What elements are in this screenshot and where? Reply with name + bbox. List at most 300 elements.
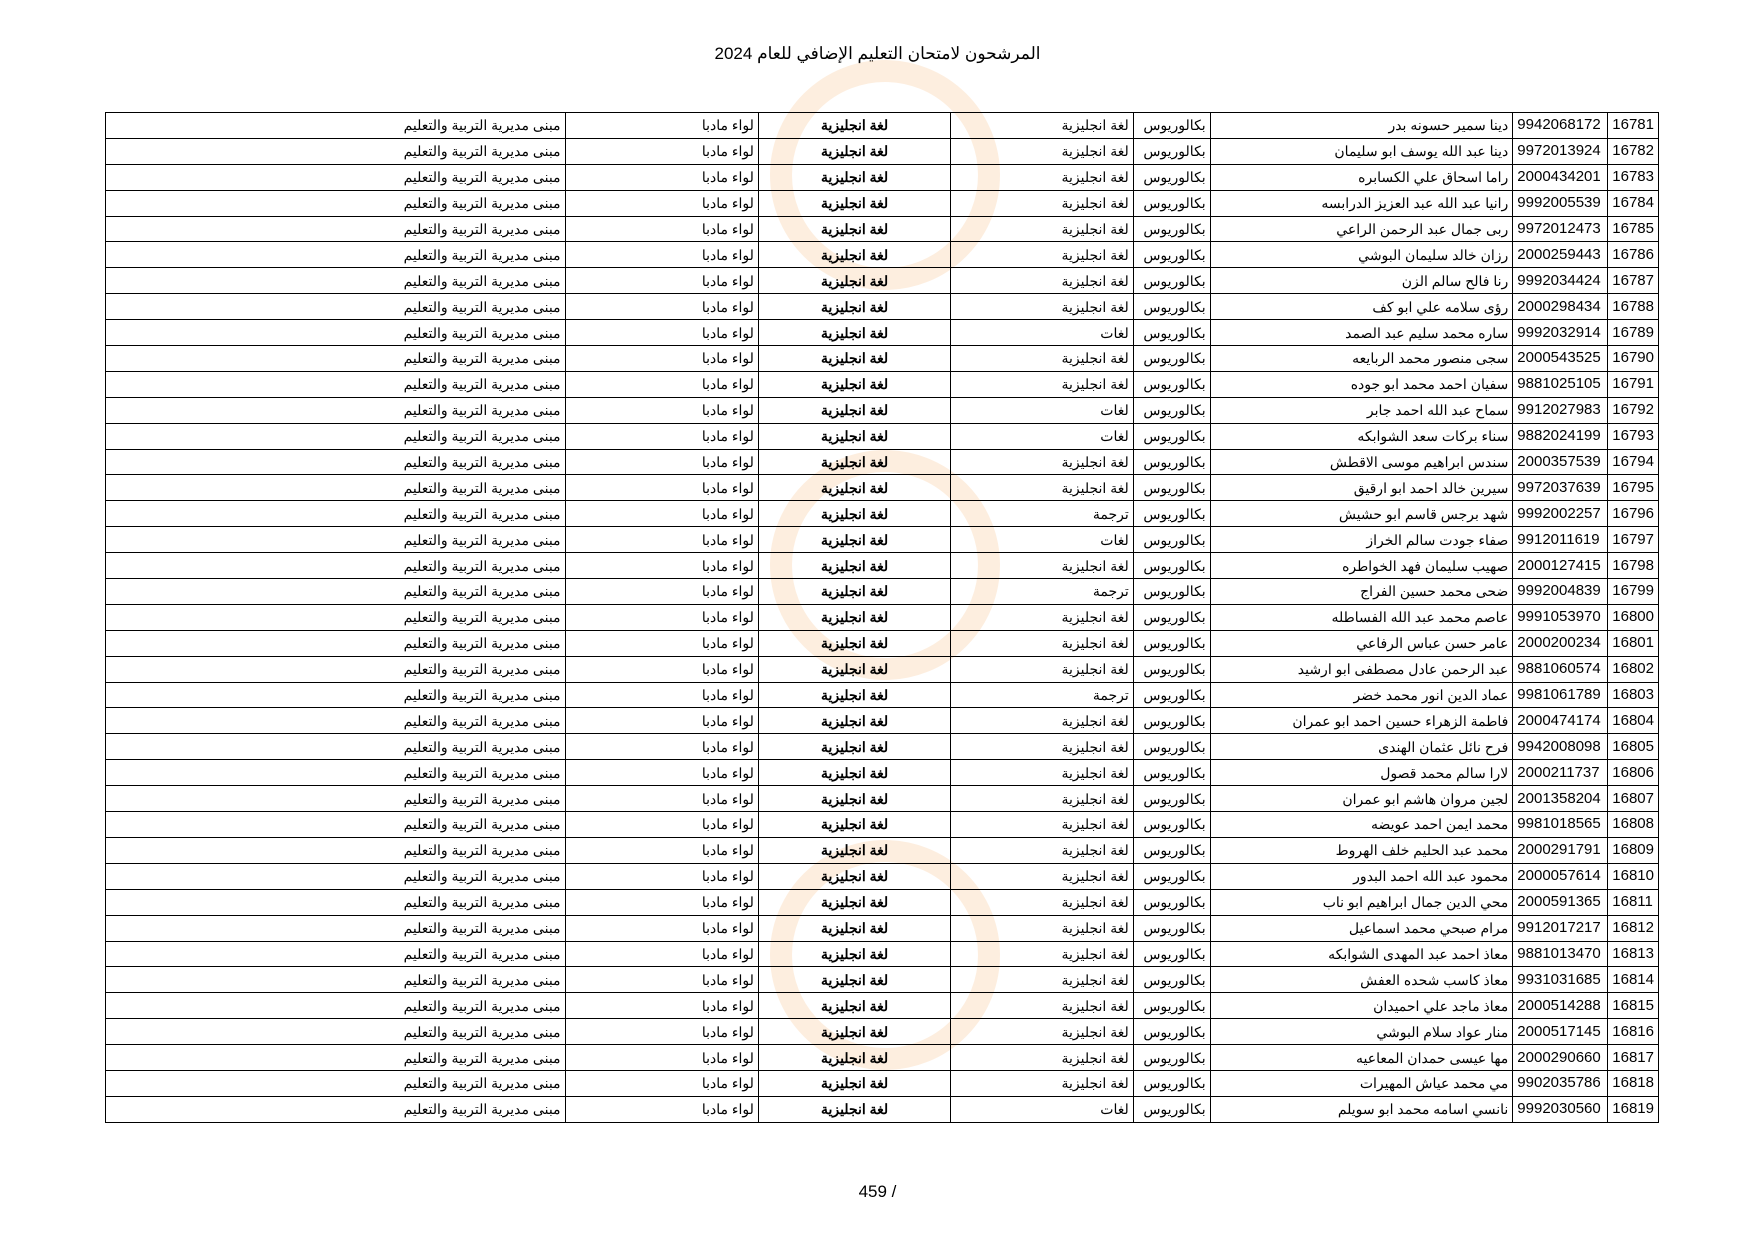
specialization-cell: ترجمة (951, 579, 1133, 605)
subject-cell: لغة انجليزية (758, 397, 950, 423)
subject-cell: لغة انجليزية (758, 941, 950, 967)
specialization-cell: لغة انجليزية (951, 449, 1133, 475)
directorate-cell: لواء مادبا (565, 682, 758, 708)
exam-center-cell: مبنى مديرية التربية والتعليم (106, 682, 566, 708)
table-row (106, 449, 1659, 475)
subject-cell: لغة انجليزية (758, 371, 950, 397)
specialization-cell: لغة انجليزية (951, 915, 1133, 941)
directorate-cell: لواء مادبا (565, 967, 758, 993)
exam-center-cell: مبنى مديرية التربية والتعليم (106, 449, 566, 475)
exam-center-cell: مبنى مديرية التربية والتعليم (106, 1070, 566, 1096)
national-id-cell: 9942068172 (1513, 113, 1608, 139)
name-cell: سيرين خالد احمد ابو ارقيق (1210, 475, 1513, 501)
specialization-cell: لغة انجليزية (951, 113, 1133, 139)
subject-cell: لغة انجليزية (758, 967, 950, 993)
exam-center-cell: مبنى مديرية التربية والتعليم (106, 630, 566, 656)
subject-cell: لغة انجليزية (758, 164, 950, 190)
degree-cell: بكالوريوس (1133, 423, 1210, 449)
exam-center-cell: مبنى مديرية التربية والتعليم (106, 889, 566, 915)
name-cell: معاذ احمد عبد المهدى الشوابكه (1210, 941, 1513, 967)
directorate-cell: لواء مادبا (565, 1045, 758, 1071)
table-row (106, 889, 1659, 915)
directorate-cell: لواء مادبا (565, 760, 758, 786)
exam-center-cell: مبنى مديرية التربية والتعليم (106, 346, 566, 372)
specialization-cell: لغة انجليزية (951, 656, 1133, 682)
seq-cell: 16789 (1608, 320, 1659, 346)
degree-cell: بكالوريوس (1133, 501, 1210, 527)
seq-cell: 16786 (1608, 242, 1659, 268)
specialization-cell: لغة انجليزية (951, 760, 1133, 786)
directorate-cell: لواء مادبا (565, 397, 758, 423)
directorate-cell: لواء مادبا (565, 889, 758, 915)
subject-cell: لغة انجليزية (758, 1019, 950, 1045)
seq-cell: 16818 (1608, 1070, 1659, 1096)
name-cell: عبد الرحمن عادل مصطفى ابو ارشيد (1210, 656, 1513, 682)
table-row (106, 579, 1659, 605)
exam-center-cell: مبنى مديرية التربية والتعليم (106, 941, 566, 967)
directorate-cell: لواء مادبا (565, 993, 758, 1019)
specialization-cell: لغة انجليزية (951, 630, 1133, 656)
table-row (106, 1045, 1659, 1071)
national-id-cell: 9882024199 (1513, 423, 1608, 449)
subject-cell: لغة انجليزية (758, 216, 950, 242)
candidates-table (105, 112, 1659, 1123)
degree-cell: بكالوريوس (1133, 812, 1210, 838)
degree-cell: بكالوريوس (1133, 1045, 1210, 1071)
exam-center-cell: مبنى مديرية التربية والتعليم (106, 656, 566, 682)
table-row (106, 630, 1659, 656)
seq-cell: 16790 (1608, 346, 1659, 372)
name-cell: عامر حسن عباس الرفاعي (1210, 630, 1513, 656)
specialization-cell: ترجمة (951, 501, 1133, 527)
seq-cell: 16783 (1608, 164, 1659, 190)
specialization-cell: لغة انجليزية (951, 138, 1133, 164)
directorate-cell: لواء مادبا (565, 786, 758, 812)
page-number: 459 / (858, 1182, 897, 1201)
degree-cell: بكالوريوس (1133, 449, 1210, 475)
seq-cell: 16794 (1608, 449, 1659, 475)
national-id-cell: 9881025105 (1513, 371, 1608, 397)
degree-cell: بكالوريوس (1133, 1096, 1210, 1122)
exam-center-cell: مبنى مديرية التربية والتعليم (106, 734, 566, 760)
exam-center-cell: مبنى مديرية التربية والتعليم (106, 423, 566, 449)
seq-cell: 16788 (1608, 294, 1659, 320)
seq-cell: 16782 (1608, 138, 1659, 164)
name-cell: صفاء جودت سالم الخراز (1210, 527, 1513, 553)
specialization-cell: لغة انجليزية (951, 604, 1133, 630)
seq-cell: 16817 (1608, 1045, 1659, 1071)
directorate-cell: لواء مادبا (565, 734, 758, 760)
exam-center-cell: مبنى مديرية التربية والتعليم (106, 1045, 566, 1071)
specialization-cell: لغات (951, 1096, 1133, 1122)
degree-cell: بكالوريوس (1133, 630, 1210, 656)
exam-center-cell: مبنى مديرية التربية والتعليم (106, 113, 566, 139)
exam-center-cell: مبنى مديرية التربية والتعليم (106, 164, 566, 190)
specialization-cell: لغة انجليزية (951, 294, 1133, 320)
national-id-cell: 9992004839 (1513, 579, 1608, 605)
exam-center-cell: مبنى مديرية التربية والتعليم (106, 812, 566, 838)
exam-center-cell: مبنى مديرية التربية والتعليم (106, 190, 566, 216)
seq-cell: 16798 (1608, 553, 1659, 579)
national-id-cell: 9912017217 (1513, 915, 1608, 941)
seq-cell: 16810 (1608, 863, 1659, 889)
national-id-cell: 2000057614 (1513, 863, 1608, 889)
table-row (106, 501, 1659, 527)
exam-center-cell: مبنى مديرية التربية والتعليم (106, 216, 566, 242)
national-id-cell: 9981018565 (1513, 812, 1608, 838)
national-id-cell: 2000200234 (1513, 630, 1608, 656)
exam-center-cell: مبنى مديرية التربية والتعليم (106, 863, 566, 889)
name-cell: لجين مروان هاشم ابو عمران (1210, 786, 1513, 812)
seq-cell: 16819 (1608, 1096, 1659, 1122)
directorate-cell: لواء مادبا (565, 346, 758, 372)
seq-cell: 16796 (1608, 501, 1659, 527)
seq-cell: 16805 (1608, 734, 1659, 760)
specialization-cell: لغة انجليزية (951, 475, 1133, 501)
subject-cell: لغة انجليزية (758, 1070, 950, 1096)
specialization-cell: لغات (951, 527, 1133, 553)
exam-center-cell: مبنى مديرية التربية والتعليم (106, 501, 566, 527)
national-id-cell: 2000514288 (1513, 993, 1608, 1019)
name-cell: مها عيسى حمدان المعاعيه (1210, 1045, 1513, 1071)
directorate-cell: لواء مادبا (565, 216, 758, 242)
name-cell: سماح عبد الله احمد جابر (1210, 397, 1513, 423)
national-id-cell: 9972012473 (1513, 216, 1608, 242)
table-row (106, 863, 1659, 889)
national-id-cell: 2000291791 (1513, 837, 1608, 863)
degree-cell: بكالوريوس (1133, 604, 1210, 630)
specialization-cell: لغة انجليزية (951, 1045, 1133, 1071)
exam-center-cell: مبنى مديرية التربية والتعليم (106, 475, 566, 501)
specialization-cell: لغة انجليزية (951, 812, 1133, 838)
national-id-cell: 9881013470 (1513, 941, 1608, 967)
exam-center-cell: مبنى مديرية التربية والتعليم (106, 993, 566, 1019)
seq-cell: 16814 (1608, 967, 1659, 993)
specialization-cell: لغة انجليزية (951, 164, 1133, 190)
exam-center-cell: مبنى مديرية التربية والتعليم (106, 604, 566, 630)
seq-cell: 16799 (1608, 579, 1659, 605)
subject-cell: لغة انجليزية (758, 423, 950, 449)
subject-cell: لغة انجليزية (758, 190, 950, 216)
degree-cell: بكالوريوس (1133, 760, 1210, 786)
table-row (106, 294, 1659, 320)
national-id-cell: 9992030560 (1513, 1096, 1608, 1122)
specialization-cell: لغة انجليزية (951, 346, 1133, 372)
degree-cell: بكالوريوس (1133, 268, 1210, 294)
directorate-cell: لواء مادبا (565, 320, 758, 346)
seq-cell: 16793 (1608, 423, 1659, 449)
directorate-cell: لواء مادبا (565, 630, 758, 656)
specialization-cell: لغة انجليزية (951, 889, 1133, 915)
degree-cell: بكالوريوس (1133, 941, 1210, 967)
seq-cell: 16804 (1608, 708, 1659, 734)
national-id-cell: 2000474174 (1513, 708, 1608, 734)
table-row (106, 812, 1659, 838)
exam-center-cell: مبنى مديرية التربية والتعليم (106, 915, 566, 941)
national-id-cell: 9991053970 (1513, 604, 1608, 630)
table-row (106, 682, 1659, 708)
directorate-cell: لواء مادبا (565, 294, 758, 320)
national-id-cell: 9942008098 (1513, 734, 1608, 760)
national-id-cell: 2000434201 (1513, 164, 1608, 190)
name-cell: شهد برجس قاسم ابو حشيش (1210, 501, 1513, 527)
directorate-cell: لواء مادبا (565, 113, 758, 139)
degree-cell: بكالوريوس (1133, 708, 1210, 734)
directorate-cell: لواء مادبا (565, 915, 758, 941)
directorate-cell: لواء مادبا (565, 604, 758, 630)
table-row (106, 346, 1659, 372)
table-row (106, 1019, 1659, 1045)
degree-cell: بكالوريوس (1133, 967, 1210, 993)
seq-cell: 16816 (1608, 1019, 1659, 1045)
degree-cell: بكالوريوس (1133, 1019, 1210, 1045)
national-id-cell: 9912011619 (1513, 527, 1608, 553)
name-cell: ربى جمال عبد الرحمن الراعي (1210, 216, 1513, 242)
table-row (106, 423, 1659, 449)
exam-center-cell: مبنى مديرية التربية والتعليم (106, 371, 566, 397)
directorate-cell: لواء مادبا (565, 527, 758, 553)
specialization-cell: لغة انجليزية (951, 734, 1133, 760)
subject-cell: لغة انجليزية (758, 475, 950, 501)
degree-cell: بكالوريوس (1133, 320, 1210, 346)
degree-cell: بكالوريوس (1133, 113, 1210, 139)
specialization-cell: ترجمة (951, 682, 1133, 708)
national-id-cell: 9881060574 (1513, 656, 1608, 682)
seq-cell: 16815 (1608, 993, 1659, 1019)
seq-cell: 16809 (1608, 837, 1659, 863)
degree-cell: بكالوريوس (1133, 863, 1210, 889)
national-id-cell: 2000591365 (1513, 889, 1608, 915)
name-cell: دينا عبد الله يوسف ابو سليمان (1210, 138, 1513, 164)
name-cell: فاطمة الزهراء حسين احمد ابو عمران (1210, 708, 1513, 734)
national-id-cell: 2000517145 (1513, 1019, 1608, 1045)
subject-cell: لغة انجليزية (758, 268, 950, 294)
seq-cell: 16811 (1608, 889, 1659, 915)
seq-cell: 16801 (1608, 630, 1659, 656)
subject-cell: لغة انجليزية (758, 579, 950, 605)
specialization-cell: لغة انجليزية (951, 708, 1133, 734)
exam-center-cell: مبنى مديرية التربية والتعليم (106, 138, 566, 164)
specialization-cell: لغة انجليزية (951, 837, 1133, 863)
national-id-cell: 9931031685 (1513, 967, 1608, 993)
national-id-cell: 9981061789 (1513, 682, 1608, 708)
directorate-cell: لواء مادبا (565, 164, 758, 190)
name-cell: محمد عبد الحليم خلف الهروط (1210, 837, 1513, 863)
name-cell: رنا فالح سالم الزن (1210, 268, 1513, 294)
directorate-cell: لواء مادبا (565, 268, 758, 294)
table-row (106, 915, 1659, 941)
degree-cell: بكالوريوس (1133, 475, 1210, 501)
directorate-cell: لواء مادبا (565, 1070, 758, 1096)
name-cell: عماد الدين انور محمد خضر (1210, 682, 1513, 708)
name-cell: محي الدين جمال ابراهيم ابو ناب (1210, 889, 1513, 915)
table-row (106, 1070, 1659, 1096)
name-cell: سجى منصور محمد الربايعه (1210, 346, 1513, 372)
national-id-cell: 9972037639 (1513, 475, 1608, 501)
table-row (106, 268, 1659, 294)
table-row (106, 941, 1659, 967)
degree-cell: بكالوريوس (1133, 786, 1210, 812)
seq-cell: 16784 (1608, 190, 1659, 216)
specialization-cell: لغة انجليزية (951, 786, 1133, 812)
subject-cell: لغة انجليزية (758, 915, 950, 941)
table-row (106, 604, 1659, 630)
subject-cell: لغة انجليزية (758, 630, 950, 656)
table-row (106, 138, 1659, 164)
specialization-cell: لغة انجليزية (951, 993, 1133, 1019)
directorate-cell: لواء مادبا (565, 941, 758, 967)
national-id-cell: 2000211737 (1513, 760, 1608, 786)
seq-cell: 16781 (1608, 113, 1659, 139)
exam-center-cell: مبنى مديرية التربية والتعليم (106, 268, 566, 294)
specialization-cell: لغة انجليزية (951, 242, 1133, 268)
name-cell: محمود عبد الله احمد البدور (1210, 863, 1513, 889)
seq-cell: 16795 (1608, 475, 1659, 501)
name-cell: ضحى محمد حسين الفراج (1210, 579, 1513, 605)
table-row (106, 242, 1659, 268)
subject-cell: لغة انجليزية (758, 604, 950, 630)
seq-cell: 16792 (1608, 397, 1659, 423)
subject-cell: لغة انجليزية (758, 138, 950, 164)
name-cell: سناء بركات سعد الشوابكه (1210, 423, 1513, 449)
national-id-cell: 9972013924 (1513, 138, 1608, 164)
directorate-cell: لواء مادبا (565, 242, 758, 268)
subject-cell: لغة انجليزية (758, 708, 950, 734)
degree-cell: بكالوريوس (1133, 216, 1210, 242)
subject-cell: لغة انجليزية (758, 1045, 950, 1071)
name-cell: معاذ كاسب شحده العفش (1210, 967, 1513, 993)
degree-cell: بكالوريوس (1133, 579, 1210, 605)
subject-cell: لغة انجليزية (758, 993, 950, 1019)
subject-cell: لغة انجليزية (758, 812, 950, 838)
directorate-cell: لواء مادبا (565, 475, 758, 501)
degree-cell: بكالوريوس (1133, 1070, 1210, 1096)
national-id-cell: 9992032914 (1513, 320, 1608, 346)
subject-cell: لغة انجليزية (758, 889, 950, 915)
directorate-cell: لواء مادبا (565, 371, 758, 397)
table-row (106, 656, 1659, 682)
exam-center-cell: مبنى مديرية التربية والتعليم (106, 967, 566, 993)
specialization-cell: لغات (951, 397, 1133, 423)
table-row (106, 993, 1659, 1019)
seq-cell: 16812 (1608, 915, 1659, 941)
name-cell: معاذ ماجد علي احميدان (1210, 993, 1513, 1019)
directorate-cell: لواء مادبا (565, 423, 758, 449)
national-id-cell: 2000127415 (1513, 553, 1608, 579)
subject-cell: لغة انجليزية (758, 346, 950, 372)
subject-cell: لغة انجليزية (758, 242, 950, 268)
seq-cell: 16787 (1608, 268, 1659, 294)
seq-cell: 16806 (1608, 760, 1659, 786)
seq-cell: 16797 (1608, 527, 1659, 553)
table-row (106, 708, 1659, 734)
page-title: المرشحون لامتحان التعليم الإضافي للعام 2024 (714, 44, 1041, 63)
name-cell: صهيب سليمان فهد الخواطره (1210, 553, 1513, 579)
table-row (106, 113, 1659, 139)
directorate-cell: لواء مادبا (565, 812, 758, 838)
degree-cell: بكالوريوس (1133, 371, 1210, 397)
specialization-cell: لغة انجليزية (951, 1019, 1133, 1045)
national-id-cell: 2000259443 (1513, 242, 1608, 268)
national-id-cell: 9992005539 (1513, 190, 1608, 216)
table-row (106, 1096, 1659, 1122)
degree-cell: بكالوريوس (1133, 993, 1210, 1019)
exam-center-cell: مبنى مديرية التربية والتعليم (106, 786, 566, 812)
degree-cell: بكالوريوس (1133, 656, 1210, 682)
degree-cell: بكالوريوس (1133, 294, 1210, 320)
exam-center-cell: مبنى مديرية التربية والتعليم (106, 553, 566, 579)
table-row (106, 190, 1659, 216)
specialization-cell: لغة انجليزية (951, 863, 1133, 889)
name-cell: رانيا عبد الله عبد العزيز الدرابسه (1210, 190, 1513, 216)
name-cell: عاصم محمد عبد الله الفساطله (1210, 604, 1513, 630)
degree-cell: بكالوريوس (1133, 527, 1210, 553)
exam-center-cell: مبنى مديرية التربية والتعليم (106, 397, 566, 423)
exam-center-cell: مبنى مديرية التربية والتعليم (106, 579, 566, 605)
directorate-cell: لواء مادبا (565, 708, 758, 734)
exam-center-cell: مبنى مديرية التربية والتعليم (106, 294, 566, 320)
specialization-cell: لغة انجليزية (951, 967, 1133, 993)
national-id-cell: 2000298434 (1513, 294, 1608, 320)
subject-cell: لغة انجليزية (758, 1096, 950, 1122)
degree-cell: بكالوريوس (1133, 164, 1210, 190)
exam-center-cell: مبنى مديرية التربية والتعليم (106, 1096, 566, 1122)
exam-center-cell: مبنى مديرية التربية والتعليم (106, 527, 566, 553)
subject-cell: لغة انجليزية (758, 760, 950, 786)
table-row (106, 371, 1659, 397)
specialization-cell: لغة انجليزية (951, 371, 1133, 397)
subject-cell: لغة انجليزية (758, 786, 950, 812)
exam-center-cell: مبنى مديرية التربية والتعليم (106, 242, 566, 268)
subject-cell: لغة انجليزية (758, 863, 950, 889)
table-row (106, 837, 1659, 863)
specialization-cell: لغة انجليزية (951, 190, 1133, 216)
table-row (106, 397, 1659, 423)
table-row (106, 320, 1659, 346)
degree-cell: بكالوريوس (1133, 190, 1210, 216)
name-cell: ساره محمد سليم عبد الصمد (1210, 320, 1513, 346)
name-cell: منار عواد سلام البوشي (1210, 1019, 1513, 1045)
name-cell: راما اسحاق علي الكسابره (1210, 164, 1513, 190)
subject-cell: لغة انجليزية (758, 449, 950, 475)
name-cell: مي محمد عياش المهيرات (1210, 1070, 1513, 1096)
exam-center-cell: مبنى مديرية التربية والتعليم (106, 708, 566, 734)
degree-cell: بكالوريوس (1133, 889, 1210, 915)
directorate-cell: لواء مادبا (565, 1096, 758, 1122)
name-cell: لارا سالم محمد قصول (1210, 760, 1513, 786)
specialization-cell: لغة انجليزية (951, 553, 1133, 579)
directorate-cell: لواء مادبا (565, 1019, 758, 1045)
name-cell: رزان خالد سليمان البوشي (1210, 242, 1513, 268)
table-row (106, 734, 1659, 760)
seq-cell: 16808 (1608, 812, 1659, 838)
name-cell: سندس ابراهيم موسى الاقطش (1210, 449, 1513, 475)
directorate-cell: لواء مادبا (565, 863, 758, 889)
name-cell: سفيان احمد محمد ابو جوده (1210, 371, 1513, 397)
degree-cell: بكالوريوس (1133, 837, 1210, 863)
degree-cell: بكالوريوس (1133, 553, 1210, 579)
degree-cell: بكالوريوس (1133, 138, 1210, 164)
table-row (106, 967, 1659, 993)
national-id-cell: 2000357539 (1513, 449, 1608, 475)
table-row (106, 760, 1659, 786)
subject-cell: لغة انجليزية (758, 320, 950, 346)
degree-cell: بكالوريوس (1133, 734, 1210, 760)
subject-cell: لغة انجليزية (758, 113, 950, 139)
table-row (106, 527, 1659, 553)
exam-center-cell: مبنى مديرية التربية والتعليم (106, 1019, 566, 1045)
seq-cell: 16785 (1608, 216, 1659, 242)
